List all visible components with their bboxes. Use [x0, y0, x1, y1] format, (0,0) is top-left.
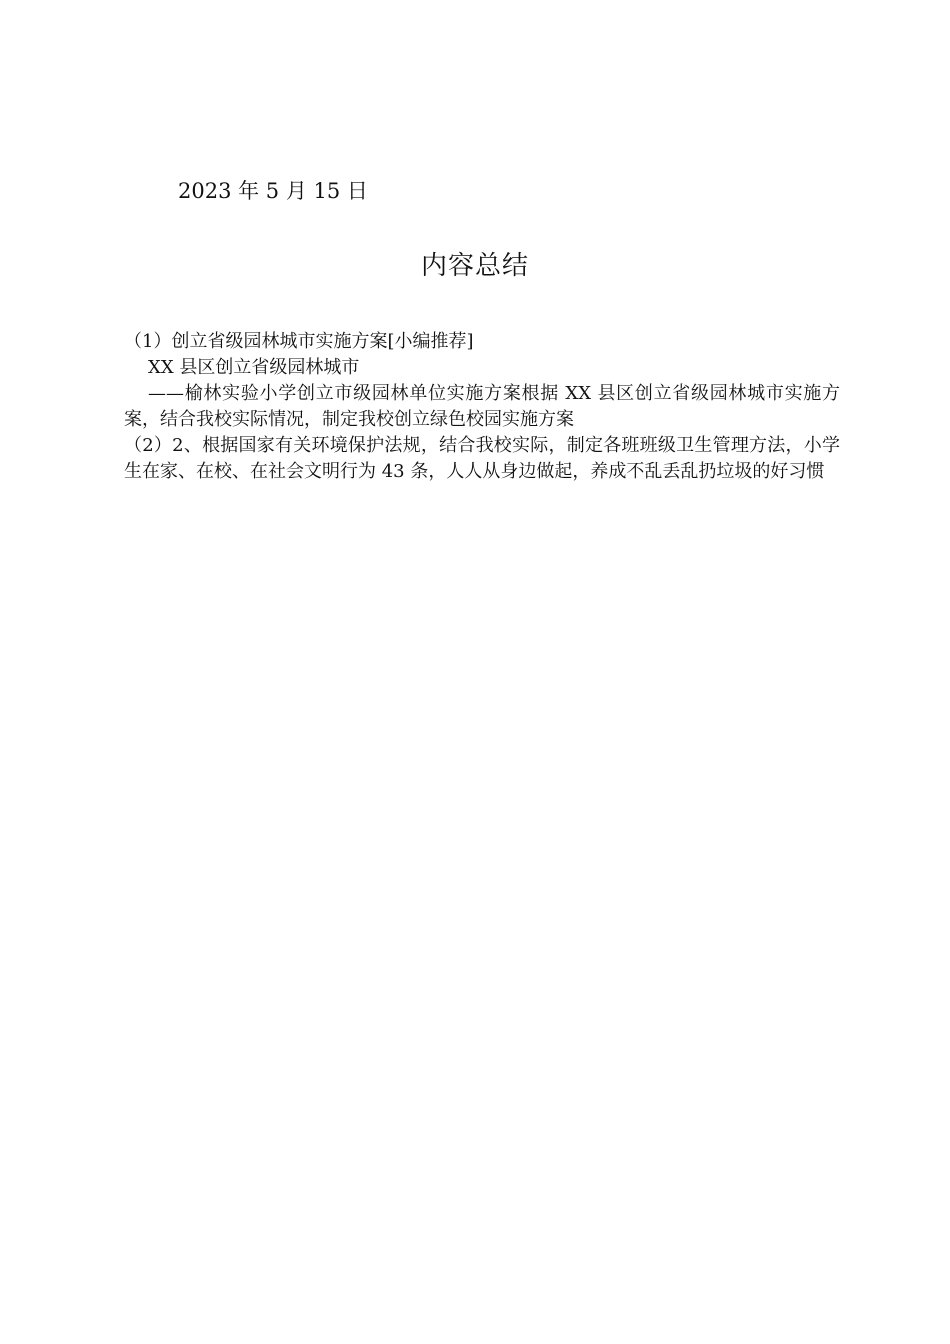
- summary-paragraph-2: XX 县区创立省级园林城市: [148, 357, 360, 378]
- summary-paragraph-1: （1）创立省级园林城市实施方案[小编推荐]: [124, 331, 474, 352]
- document-date: 2023 年 5 月 15 日: [178, 179, 368, 203]
- summary-content: [124, 329, 840, 485]
- summary-paragraph-3: ——榆林实验小学创立市级园林单位实施方案根据 XX 县区创立省级园林城市实施方案，结合我校实际情况，制定我校创立绿色校园实施方案: [124, 383, 840, 430]
- summary-paragraph-4: （2）2、根据国家有关环境保护法规，结合我校实际，制定各班班级卫生管理方法，小学生在家、在校、在社会文明行为 43 条，人人从身边做起，养成不乱丢乱扔垃圾的好习惯: [124, 435, 840, 482]
- summary-title: 内容总结: [420, 251, 529, 281]
